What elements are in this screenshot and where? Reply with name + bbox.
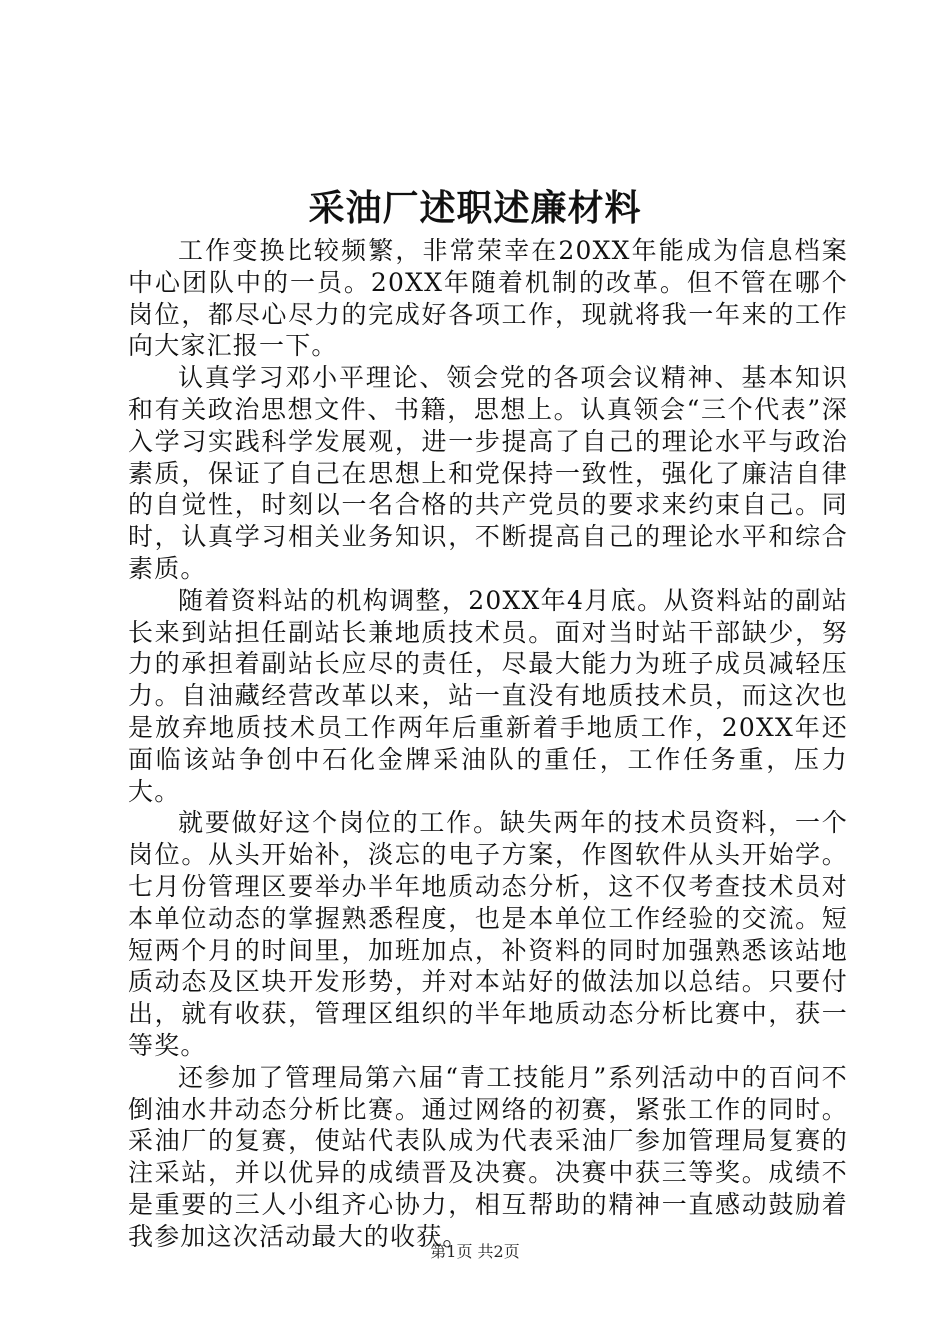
paragraph: 就要做好这个岗位的工作。缺失两年的技术员资料，一个岗位。从头开始补，淡忘的电子方案，作图软件从头开始学。七月份管理区要举办半年地质动态分析，这不仅考查技术员对本单位动态的掌握熟悉程度，也是本单位工作经验的交流。短短两个月的时间里，加班加点，补资料的同时加强熟悉该站地质动态及区块开发形势，并对本站好的做法加以总结。只要付出，就有收获，管理区组织的半年地质动态分析比赛中，获一等奖。 (128, 808, 848, 1060)
paragraph: 认真学习邓小平理论、领会党的各项会议精神、基本知识和有关政治思想文件、书籍，思想上。认真领会“三个代表”深入学习实践科学发展观，进一步提高了自己的理论水平与政治素质，保证了自己在思想上和党保持一致性，强化了廉洁自律的自觉性，时刻以一名合格的共产党员的要求来约束自己。同时，认真学习相关业务知识，不断提高自己的理论水平和综合素质。 (128, 363, 848, 583)
paragraph: 工作变换比较频繁，非常荣幸在20XX年能成为信息档案中心团队中的一员。20XX年随着机制的改革。但不管在哪个岗位，都尽心尽力的完成好各项工作，现就将我一年来的工作向大家汇报一下。 (128, 236, 848, 361)
paragraph: 还参加了管理局第六届“青工技能月”系列活动中的百问不倒油水井动态分析比赛。通过网络的初赛，紧张工作的同时。采油厂的复赛，使站代表队成为代表采油厂参加管理局复赛的注采站，并以优异的成绩晋及决赛。决赛中获三等奖。成绩不是重要的三人小组齐心协力，相互帮助的精神一直感动鼓励着我参加这次活动最大的收获。 (128, 1062, 848, 1251)
document-body (128, 235, 848, 1253)
document-title: 采油厂述职述廉材料 (308, 187, 642, 229)
paragraph: 随着资料站的机构调整，20XX年4月底。从资料站的副站长来到站担任副站长兼地质技术员。面对当时站干部缺少，努力的承担着副站长应尽的责任，尽最大能力为班子成员减轻压力。自油藏经营改革以来，站一直没有地质技术员，而这次也是放弃地质技术员工作两年后重新着手地质工作，20XX年还面临该站争创中石化金牌采油队的重任，工作任务重，压力大。 (128, 585, 848, 806)
page-footer: 第1页 共2页 (430, 1242, 520, 1261)
